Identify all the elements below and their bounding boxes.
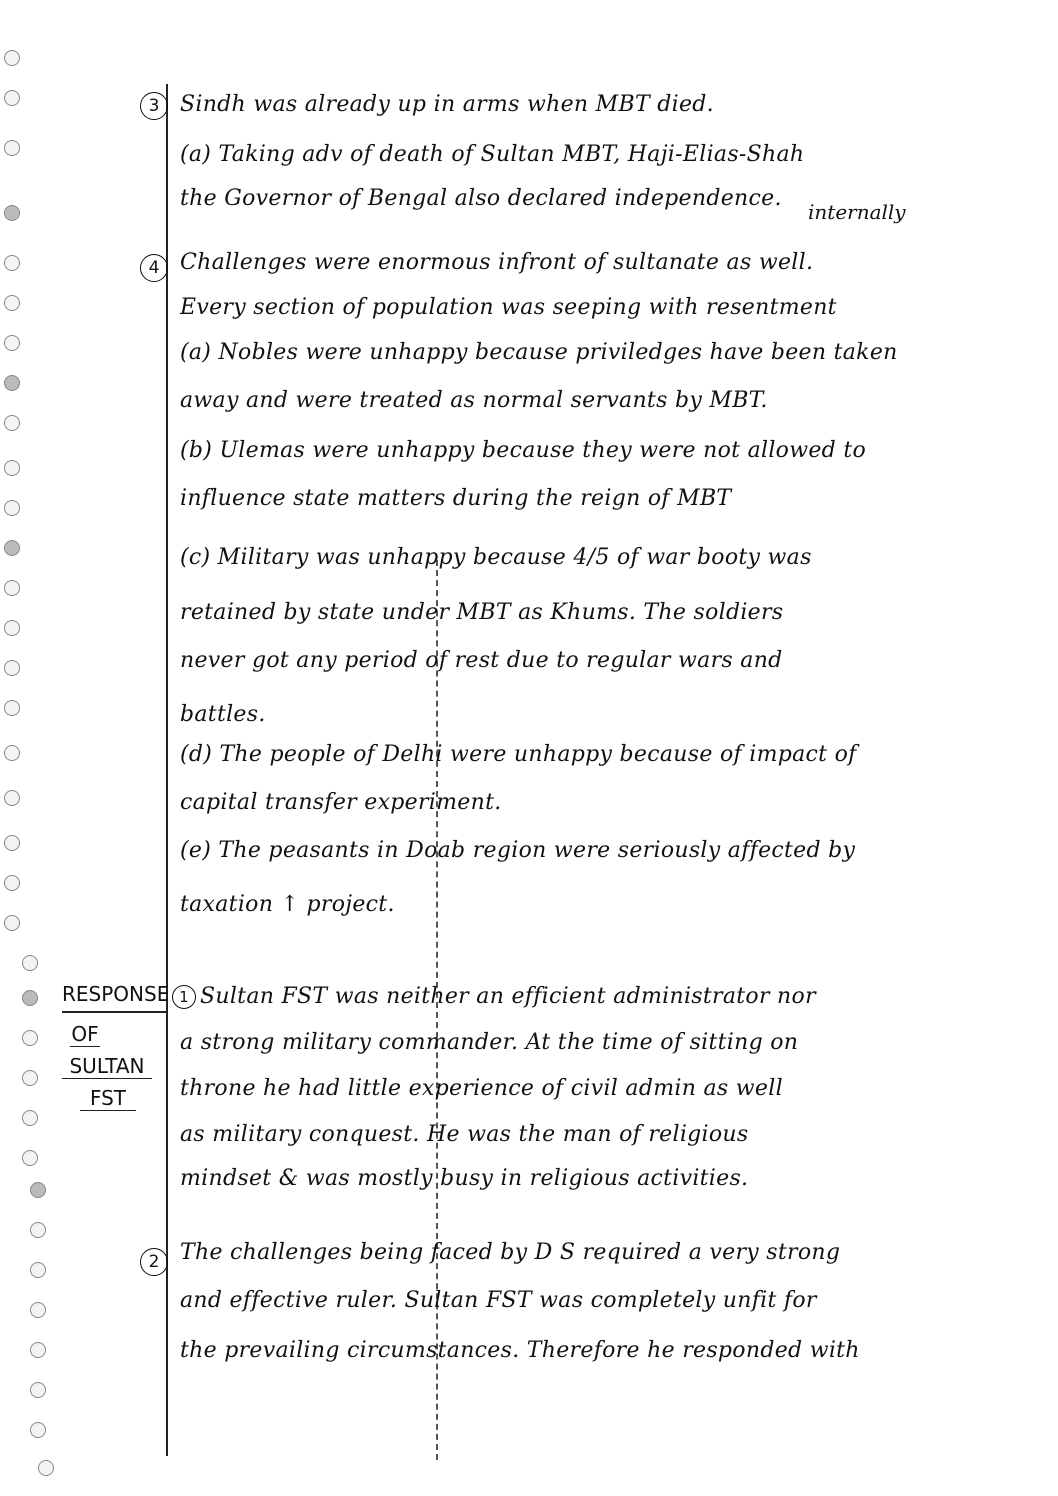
binder-hole-icon (4, 660, 20, 676)
text-line: (d) The people of Delhi were unhappy because of impact of (180, 742, 857, 767)
binder-hole-icon (4, 620, 20, 636)
binder-hole-icon (22, 990, 38, 1006)
binder-hole-icon (22, 1150, 38, 1166)
binder-hole-icon (22, 1070, 38, 1086)
binder-hole-icon (4, 415, 20, 431)
binder-hole-icon (4, 745, 20, 761)
text-line: (a) Taking adv of death of Sultan MBT, Haji-Elias-Shah (180, 142, 805, 167)
binder-hole-icon (22, 1110, 38, 1126)
fold-line (436, 560, 438, 1460)
binder-hole-icon (4, 875, 20, 891)
text-line (172, 984, 816, 1009)
binder-hole-icon (30, 1342, 46, 1358)
text-line: battles. (180, 702, 266, 727)
binder-hole-icon (4, 205, 20, 221)
binder-hole-icon (30, 1262, 46, 1278)
binder-hole-icon (30, 1302, 46, 1318)
text-line: (a) Nobles were unhappy because priviledges have been taken (180, 340, 898, 365)
binder-hole-icon (4, 500, 20, 516)
text-line: Sindh was already up in arms when MBT died. (180, 92, 714, 117)
binder-hole-icon (4, 50, 20, 66)
binder-hole-icon (4, 295, 20, 311)
text-line: influence state matters during the reign of MBT (180, 486, 732, 511)
text-line: the Governor of Bengal also declared independence. (180, 186, 782, 211)
point-number: 2 (140, 1248, 168, 1276)
binder-hole-icon (4, 915, 20, 931)
text-line: a strong military commander. At the time of sitting on (180, 1030, 799, 1055)
insertion-text: internally (808, 200, 906, 224)
binder-hole-icon (30, 1382, 46, 1398)
point-number: 1 (172, 985, 196, 1009)
text-line: and effective ruler. Sultan FST was completely unfit for (180, 1288, 817, 1313)
binder-hole-icon (30, 1222, 46, 1238)
side-heading-line: SULTAN (62, 1054, 152, 1079)
text-line: Every section of population was seeping with resentment (180, 295, 837, 320)
binder-hole-icon (4, 90, 20, 106)
point-number: 4 (140, 254, 168, 282)
side-heading-line: RESPONSE (62, 982, 170, 1006)
binder-hole-icon (4, 460, 20, 476)
text-line: (c) Military was unhappy because 4/5 of war booty was (180, 545, 812, 570)
binder-hole-icon (30, 1182, 46, 1198)
text-line-content: Sultan FST was neither an efficient administrator nor (200, 984, 816, 1009)
text-line: (b) Ulemas were unhappy because they were not allowed to (180, 438, 867, 463)
text-line: (e) The peasants in Doab region were seriously affected by (180, 838, 856, 863)
text-line: away and were treated as normal servants by MBT. (180, 388, 768, 413)
text-line: as military conquest. He was the man of religious (180, 1122, 749, 1147)
margin-line (166, 84, 168, 1456)
side-heading-divider (62, 1011, 168, 1013)
side-heading-line: FST (80, 1086, 136, 1111)
binder-hole-icon (4, 375, 20, 391)
binder-hole-icon (4, 700, 20, 716)
point-number: 3 (140, 92, 168, 120)
binder-hole-icon (38, 1460, 54, 1476)
binder-hole-icon (22, 1030, 38, 1046)
text-line: Challenges were enormous infront of sultanate as well. (180, 250, 814, 275)
text-line: The challenges being faced by D S required a very strong (180, 1240, 841, 1265)
binder-hole-icon (4, 580, 20, 596)
binder-holes (0, 0, 70, 1496)
binder-hole-icon (4, 835, 20, 851)
text-line: throne he had little experience of civil admin as well (180, 1076, 783, 1101)
text-line: the prevailing circumstances. Therefore he responded with (180, 1338, 860, 1363)
text-line: retained by state under MBT as Khums. The soldiers (180, 600, 784, 625)
text-line: never got any period of rest due to regular wars and (180, 648, 783, 673)
text-line: taxation ↑ project. (180, 892, 395, 917)
text-line: capital transfer experiment. (180, 790, 502, 815)
binder-hole-icon (22, 955, 38, 971)
binder-hole-icon (4, 540, 20, 556)
binder-hole-icon (4, 255, 20, 271)
side-heading-line: OF (71, 1022, 99, 1046)
binder-hole-icon (4, 335, 20, 351)
binder-hole-icon (30, 1422, 46, 1438)
binder-hole-icon (4, 790, 20, 806)
text-line: mindset & was mostly busy in religious activities. (180, 1166, 749, 1191)
binder-hole-icon (4, 140, 20, 156)
